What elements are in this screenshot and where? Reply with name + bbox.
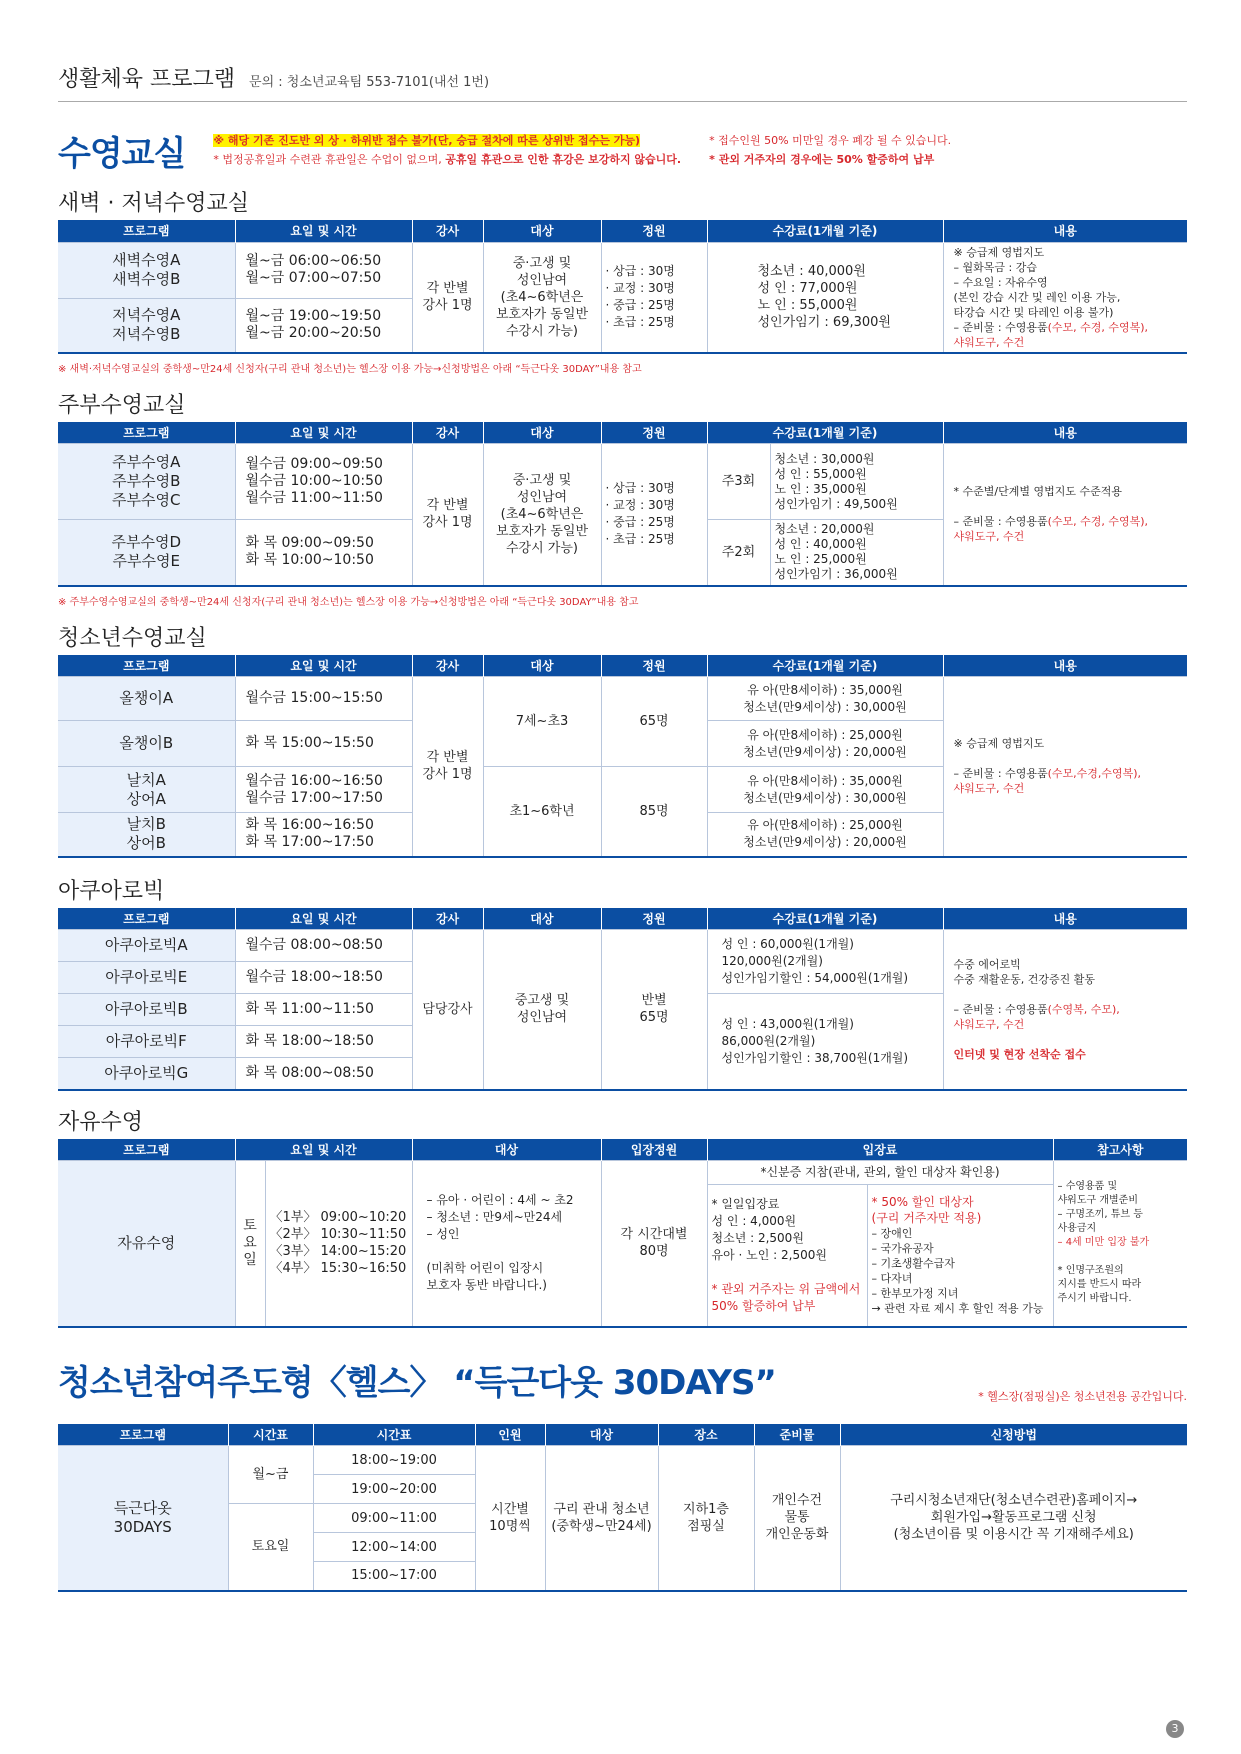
table-cell: 화 목 15:00~15:50 (235, 721, 412, 767)
th-people: 인원 (475, 1424, 545, 1446)
table-cell: 85명 (601, 767, 707, 857)
th-fee: 입장료 (707, 1139, 1053, 1161)
table-cell: 개인수건 물통 개인운동화 (754, 1446, 840, 1591)
table-cell: 날치B 상어B (58, 813, 235, 857)
house-title: 주부수영교실 (58, 392, 186, 418)
table-cell: 월수금 09:00~09:50 월수금 10:00~10:50 월수금 11:00~11:50 (235, 444, 412, 520)
th-prog: 프로그램 (58, 422, 235, 444)
th-apply: 신청방법 (840, 1424, 1187, 1446)
table-cell: 유 아(만8세이하) : 25,000원 청소년(만9세이상) : 20,000원 (707, 721, 943, 767)
swim-note-3: * 접수인원 50% 미만일 경우 폐강 될 수 있습니다. (709, 134, 952, 147)
th-fee: 수강료(1개월 기준) (707, 655, 943, 677)
table-cell: 12:00~14:00 (313, 1533, 475, 1562)
table-cell: – 유아 · 어린이 : 4세 ~ 초2 – 청소년 : 만9세~만24세 – 성인 (미취학 어린이 입장시 보호자 동반 바랍니다.) (412, 1161, 601, 1327)
free-note-b: – 4세 미만 입장 불가 (1057, 1237, 1150, 1249)
table-cell: 화 목 09:00~09:50 화 목 10:00~10:50 (235, 520, 412, 586)
house-content-c: (수모, 수경, 수영복), 샤워도구, 수건 (953, 515, 1149, 544)
swim-notes-right (709, 131, 951, 169)
table-cell: 지하1층 점핑실 (658, 1446, 754, 1591)
table-cell: · 상급 : 30명 · 교정 : 30명 · 중급 : 25명 · 초급 : 25명 (601, 444, 707, 586)
free-fee-left-red: * 관외 거주자는 위 금액에서 50% 할증하여 납부 (711, 1281, 861, 1313)
contact-info: 문의 : 청소년교육팀 553-7101(내선 1번) (249, 75, 490, 90)
table-cell: 유 아(만8세이하) : 35,000원 청소년(만9세이상) : 30,000원 (707, 677, 943, 721)
dawn-title: 새벽 · 저녁수영교실 (58, 191, 249, 216)
free-note-a: – 수영용품 및 샤워도구 개별준비 – 구명조끼, 튜브 등 사용금지 (1057, 1181, 1143, 1235)
table-cell: 토요일 (228, 1504, 313, 1591)
swim-note-1: ※ 해당 기존 진도반 외 상 · 하위반 접수 불가(단, 승급 절차에 따른 상위반 접수는 가능) (213, 134, 640, 147)
th-target: 대상 (483, 908, 601, 930)
table-cell: 주부수영A 주부수영B 주부수영C (58, 444, 235, 520)
table-cell: 월수금 18:00~18:50 (235, 962, 412, 994)
aqua-title: 아쿠아로빅 (58, 878, 165, 904)
th-time: 시간표 (313, 1424, 475, 1446)
dawn-content-a: ※ 승급제 영법지도 – 월화목금 : 강습 – 수요일 : 자유수영 (본인 강습 시간 및 레인 이용 가능, 타강습 시간 및 타레인 이용 불가) – 준비물 : 수영용품 (953, 245, 1121, 334)
health-table (58, 1424, 1187, 1592)
table-cell: 월수금 08:00~08:50 (235, 930, 412, 962)
table-cell: 화 목 11:00~11:50 (235, 994, 412, 1026)
free-fee-right-red: * 50% 할인 대상자 (구리 거주자만 적용) (871, 1195, 982, 1226)
th-time: 요일 및 시간 (235, 655, 412, 677)
table-cell: 청소년 : 30,000원 성 인 : 55,000원 노 인 : 35,000원 성인가임기 : 49,500원 (770, 444, 943, 520)
th-time: 요일 및 시간 (235, 220, 412, 242)
table-cell: 월수금 15:00~15:50 (235, 677, 412, 721)
table-cell: 저녁수영A 저녁수영B (58, 298, 235, 352)
swim-note-2a: * 법정공휴일과 수련관 휴관일은 수업이 없으며, (213, 153, 446, 166)
th-cap: 정원 (601, 220, 707, 242)
th-time: 요일 및 시간 (235, 1139, 412, 1161)
table-cell: 각 시간대별 80명 (601, 1161, 707, 1327)
house-content-a: * 수준별/단계별 영법지도 수준적용 (953, 485, 1122, 499)
swim-note-2b: 공휴일 휴관으로 인한 휴강은 보강하지 않습니다. (445, 153, 682, 166)
th-teacher: 강사 (412, 655, 483, 677)
table-cell (943, 677, 1187, 857)
aqua-content-d: 인터넷 및 현장 선착순 접수 (953, 1047, 1086, 1061)
th-prog: 프로그램 (58, 655, 235, 677)
dawn-content-b: (수모, 수경, 수영복), 샤워도구, 수건 (953, 320, 1149, 349)
house-content-b: – 준비물 : 수영용품 (953, 515, 1048, 529)
youth-title: 청소년수영교실 (58, 625, 207, 651)
table-cell: 담당강사 (412, 930, 483, 1090)
health-header (58, 1354, 1187, 1404)
th-target: 대상 (483, 422, 601, 444)
dawn-table (58, 220, 1187, 354)
table-cell (943, 444, 1187, 586)
table-cell: 〈1부〉 09:00~10:20 〈2부〉 10:30~11:50 〈3부〉 14:00~15:20 〈4부〉 15:30~16:50 (265, 1161, 412, 1327)
table-cell: 화 목 16:00~16:50 화 목 17:00~17:50 (235, 813, 412, 857)
table-cell: 초1~6학년 (483, 767, 601, 857)
swim-notes (213, 131, 681, 169)
aqua-table (58, 908, 1187, 1091)
th-prog: 프로그램 (58, 220, 235, 242)
table-cell: 65명 (601, 677, 707, 767)
table-cell: 유 아(만8세이하) : 35,000원 청소년(만9세이상) : 30,000원 (707, 767, 943, 813)
table-cell: 중·고생 및 성인남여 (초4~6학년은 보호자가 동일반 수강시 가능) (483, 242, 601, 353)
free-title: 자유수영 (58, 1109, 144, 1135)
table-cell: 월~금 06:00~06:50 월~금 07:00~07:50 (235, 242, 412, 298)
th-cap: 정원 (601, 655, 707, 677)
th-teacher: 강사 (412, 220, 483, 242)
health-note: * 헬스장(점핑실)은 청소년전용 공간입니다. (978, 1389, 1187, 1403)
table-cell: 성 인 : 43,000원(1개월) 86,000원(2개월) 성인가임기할인 : 38,700원(1개월) (707, 994, 943, 1090)
free-note-c: * 인명구조원의 지시를 반드시 따라 주시기 바랍니다. (1057, 1265, 1142, 1305)
table-cell: 09:00~11:00 (313, 1504, 475, 1533)
table-cell (943, 930, 1187, 1090)
house-table (58, 422, 1187, 587)
table-cell: 청소년 : 20,000원 성 인 : 40,000원 노 인 : 25,000원 성인가임기 : 36,000원 (770, 520, 943, 586)
table-cell: 날치A 상어A (58, 767, 235, 813)
page-header (58, 62, 1187, 102)
table-cell: 올챙이A (58, 677, 235, 721)
house-footnote: ※ 주부수영수영교실의 중학생~만24세 신청자(구리 관내 청소년)는 헬스장 이용 가능→신청방법은 아래 “득근다옷 30DAY”내용 참고 (58, 596, 639, 608)
table-cell: 중·고생 및 성인남여 (초4~6학년은 보호자가 동일반 수강시 가능) (483, 444, 601, 586)
table-cell: 화 목 08:00~08:50 (235, 1058, 412, 1090)
table-cell: · 상급 : 30명 · 교정 : 30명 · 중급 : 25명 · 초급 : 25명 (601, 242, 707, 353)
free-fee-right: – 장애인 – 국가유공자 – 기초생활수급자 – 다자녀 – 한부모가정 지녀 → 관련 자료 제시 후 할인 적용 가능 (871, 1227, 1044, 1316)
table-cell: 아쿠아로빅F (58, 1026, 235, 1058)
health-title: 청소년참여주도형〈헬스〉 “득근다옷 30DAYS” (58, 1362, 776, 1403)
youth-content-b: – 준비물 : 수영용품 (953, 767, 1048, 781)
th-prog: 프로그램 (58, 908, 235, 930)
table-cell: 득근다옷 30DAYS (58, 1446, 228, 1591)
th-prog: 프로그램 (58, 1139, 235, 1161)
table-cell: 새벽수영A 새벽수영B (58, 242, 235, 298)
page-number: 3 (1166, 1720, 1184, 1738)
th-time: 요일 및 시간 (235, 908, 412, 930)
table-cell (943, 242, 1187, 353)
th-note: 참고사항 (1053, 1139, 1187, 1161)
swim-note-4: * 관외 거주자의 경우에는 50% 할증하여 납부 (709, 153, 935, 166)
table-cell: 아쿠아로빅B (58, 994, 235, 1026)
th-content: 내용 (943, 655, 1187, 677)
th-prep: 준비물 (754, 1424, 840, 1446)
table-cell: *신분증 지참(관내, 관외, 할인 대상자 확인용) (707, 1161, 1053, 1185)
table-cell: 청소년 : 40,000원 성 인 : 77,000원 노 인 : 55,000원 성인가임기 : 69,300원 (707, 242, 943, 353)
table-cell: 구리시청소년재단(청소년수련관)홈페이지→ 회원가입→활동프로그램 신청 (청소년이름 및 이용시간 꼭 기재해주세요) (840, 1446, 1187, 1591)
th-target: 대상 (545, 1424, 658, 1446)
th-cap: 정원 (601, 422, 707, 444)
youth-content-c: (수모,수경,수영복), 샤워도구, 수건 (953, 767, 1142, 796)
table-cell: 아쿠아로빅E (58, 962, 235, 994)
table-cell: 월~금 (228, 1446, 313, 1504)
th-content: 내용 (943, 908, 1187, 930)
page-title: 생활체육 프로그램 (58, 67, 236, 92)
table-cell: 주2회 (707, 520, 770, 586)
th-target: 대상 (483, 655, 601, 677)
th-target: 대상 (483, 220, 601, 242)
aqua-content-b: – 준비물 : 수영용품 (953, 1002, 1048, 1016)
table-cell (707, 1185, 867, 1327)
table-cell: 유 아(만8세이하) : 25,000원 청소년(만9세이상) : 20,000원 (707, 813, 943, 857)
table-cell: 자유수영 (58, 1161, 235, 1327)
table-cell: 화 목 18:00~18:50 (235, 1026, 412, 1058)
table-cell: 중고생 및 성인남여 (483, 930, 601, 1090)
table-cell: 주3회 (707, 444, 770, 520)
th-teacher: 강사 (412, 422, 483, 444)
free-table (58, 1139, 1187, 1328)
th-fee: 수강료(1개월 기준) (707, 908, 943, 930)
aqua-content-a: 수중 에어로빅 수중 재활운동, 건강증진 활동 (953, 957, 1095, 986)
table-cell: 19:00~20:00 (313, 1475, 475, 1504)
table-cell: 주부수영D 주부수영E (58, 520, 235, 586)
table-cell: 각 반별 강사 1명 (412, 444, 483, 586)
youth-table (58, 655, 1187, 858)
table-cell (867, 1185, 1053, 1327)
th-place: 장소 (658, 1424, 754, 1446)
table-cell: 올챙이B (58, 721, 235, 767)
table-cell: 18:00~19:00 (313, 1446, 475, 1475)
table-cell: 각 반별 강사 1명 (412, 242, 483, 353)
table-cell: 아쿠아로빅A (58, 930, 235, 962)
swim-header (58, 126, 1187, 174)
table-cell: 토 요 일 (235, 1161, 265, 1327)
th-content: 내용 (943, 220, 1187, 242)
table-cell: 반별 65명 (601, 930, 707, 1090)
th-time: 요일 및 시간 (235, 422, 412, 444)
th-cap: 정원 (601, 908, 707, 930)
table-cell: 시간별 10명씩 (475, 1446, 545, 1591)
th-sched: 시간표 (228, 1424, 313, 1446)
th-target: 대상 (412, 1139, 601, 1161)
table-cell: 15:00~17:00 (313, 1562, 475, 1591)
youth-content-a: ※ 승급제 영법지도 (953, 737, 1045, 751)
th-fee: 수강료(1개월 기준) (707, 422, 943, 444)
table-cell: 구리 관내 청소년 (중학생~만24세) (545, 1446, 658, 1591)
table-cell: 아쿠아로빅G (58, 1058, 235, 1090)
table-cell: 월수금 16:00~16:50 월수금 17:00~17:50 (235, 767, 412, 813)
table-cell: 7세~초3 (483, 677, 601, 767)
free-fee-left: * 일일입장료 성 인 : 4,000원 청소년 : 2,500원 유아 · 노인 : 2,500원 (711, 1196, 827, 1262)
table-cell: 월~금 19:00~19:50 월~금 20:00~20:50 (235, 298, 412, 352)
th-content: 내용 (943, 422, 1187, 444)
th-fee: 수강료(1개월 기준) (707, 220, 943, 242)
th-teacher: 강사 (412, 908, 483, 930)
table-cell: 각 반별 강사 1명 (412, 677, 483, 857)
swim-title: 수영교실 (58, 133, 186, 174)
dawn-footnote: ※ 새벽·저녁수영교실의 중학생~만24세 신청자(구리 관내 청소년)는 헬스장 이용 가능→신청방법은 아래 “득근다옷 30DAY”내용 참고 (58, 363, 642, 375)
table-cell: 성 인 : 60,000원(1개월) 120,000원(2개월) 성인가임기할인 : 54,000원(1개월) (707, 930, 943, 994)
table-cell (1053, 1161, 1187, 1327)
aqua-content-c: (수영복, 수모), 샤워도구, 수건 (953, 1002, 1120, 1031)
th-cap: 입장정원 (601, 1139, 707, 1161)
th-prog: 프로그램 (58, 1424, 228, 1446)
